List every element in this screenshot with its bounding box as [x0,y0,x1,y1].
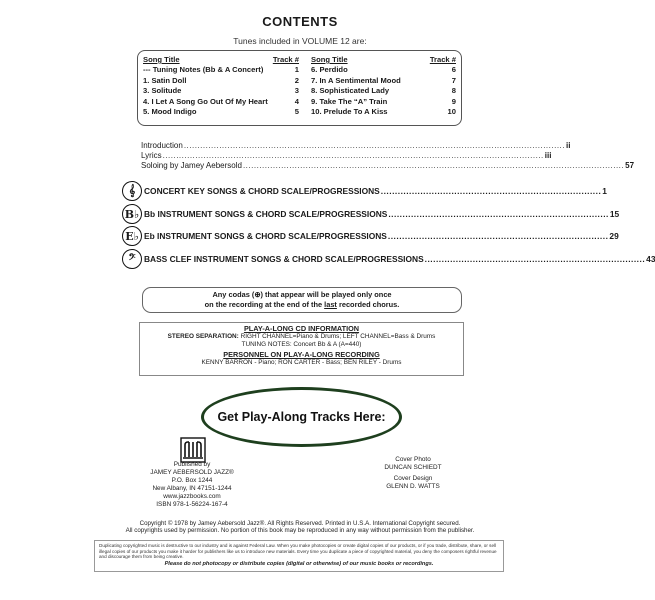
track-header: Track # [429,55,456,64]
tune-row [311,86,456,96]
tune-title: 6. Perdido [311,65,348,75]
tune-track: 10 [447,107,456,117]
tune-track: 8 [451,86,456,96]
tunes-header [143,55,299,65]
front-matter-toc [141,141,635,170]
section-label: Bb INSTRUMENT SONGS & CHORD SCALE/PROGRESSIONS [144,209,388,219]
toc-section-concert[interactable]: 𝄞 CONCERT KEY SONGS & CHORD SCALE/PROGRESSIONS .............................................................................. 1 [122,180,463,202]
tune-row [143,86,299,96]
coda-note-box [142,287,462,313]
toc-label: Lyrics [141,150,162,160]
tune-track: 3 [294,86,299,96]
toc-page: ii [565,141,571,150]
toc-entry-introduction[interactable]: Introduction ............................................................................................................................................ ii [141,141,571,150]
tune-title: 4. I Let A Song Go Out Of My Heart [143,96,268,106]
cover-credits [366,456,460,490]
section-label: Eb INSTRUMENT SONGS & CHORD SCALE/PROGRESSIONS [144,231,387,241]
publisher-line: Published by [173,461,211,468]
tune-track: 1 [294,65,299,75]
bass-clef-icon: 𝄢 [122,249,142,269]
toc-section-bass[interactable]: 𝄢 BASS CLEF INSTRUMENT SONGS & CHORD SCALE/PROGRESSIONS .............................................................................. 43 [122,248,463,270]
section-label: BASS CLEF INSTRUMENT SONGS & CHORD SCALE/PROGRESSIONS [144,254,424,264]
notice-warning: Please do not photocopy or distribute copies (digital or otherwise) of our music books or recordings. [164,560,434,567]
toc-label: Soloing by Jamey Aebersold [141,160,242,170]
cd-info-box [139,322,464,376]
page-title: CONTENTS [262,14,338,29]
toc-label: Introduction [141,141,183,150]
b-flat-icon: B♭ [122,204,142,224]
toc-section-eb[interactable]: E♭ Eb INSTRUMENT SONGS & CHORD SCALE/PROGRESSIONS .............................................................................. 29 [122,225,463,247]
section-label: CONCERT KEY SONGS & CHORD SCALE/PROGRESSIONS [144,186,380,196]
toc-page: iii [544,150,552,160]
tunes-list-box [137,50,462,126]
tune-row [311,65,456,75]
toc-entry-soloing[interactable]: Soloing by Jamey Aebersold ............................................................................................................................................ 57 [141,160,635,170]
publisher-line: New Albany, IN 47151-1244 [152,485,232,492]
tune-row [311,97,456,107]
tune-row [143,107,299,117]
tuning-notes: TUNING NOTES: Concert Bb & A (A=440) [241,341,362,348]
tune-title: 9. Take The “A” Train [311,96,388,106]
play-along-tracks-text: Get Play-Along Tracks Here: [217,410,386,424]
tune-row [143,65,299,75]
tunes-header [311,55,456,65]
track-header: Track # [272,55,299,64]
cover-photo-label: Cover Photo [395,456,431,463]
section-page: 29 [609,231,619,241]
tune-title: 1. Satin Doll [143,75,187,85]
personnel-heading: PERSONNEL ON PLAY-A-LONG RECORDING [223,350,380,359]
tune-title: 10. Prelude To A Kiss [311,107,388,117]
tune-title: 3. Solitude [143,86,182,96]
page-subtitle: Tunes included in VOLUME 12 are: [233,36,367,46]
e-flat-icon: E♭ [122,226,142,246]
tune-title: 7. In A Sentimental Mood [311,75,401,85]
stereo-separation: STEREO SEPARATION: RIGHT CHANNEL=Piano & Drums; LEFT CHANNEL=Bass & Drums [167,333,436,340]
treble-clef-icon: 𝄞 [122,181,142,201]
cover-design-label: Cover Design [393,475,433,483]
section-page: 1 [602,186,607,196]
anti-piracy-notice [94,540,504,572]
song-title-header: Song Title [311,55,348,64]
publisher-info [140,461,244,509]
tune-track: 6 [451,65,456,75]
cover-photo-name: DUNCAN SCHIEDT [384,463,442,471]
song-title-header: Song Title [143,55,180,64]
tune-track: 5 [294,107,299,117]
jamey-aebersold-logo-icon [180,437,206,463]
publisher-line: JAMEY AEBERSOLD JAZZ® [150,469,234,476]
cover-design-name: GLENN D. WATTS [386,482,440,490]
tune-row [143,76,299,86]
personnel-list: KENNY BARRON - Piano; RON CARTER - Bass; BEN RILEY - Drums [201,359,402,366]
tune-title: 8. Sophisticated Lady [311,86,390,96]
coda-note-line1: Any codas (⊕) that appear will be played only once [212,290,392,299]
tune-track: 7 [451,75,456,85]
section-page: 15 [609,209,620,219]
tune-track: 2 [294,75,299,85]
copyright-notice: Copyright © 1978 by Jamey Aebersold Jazz®. All Rights Reserved. Printed in U.S.A. International Copyright secured. All copyrights used by permission. No portion of this book may be reproduced in any way without permission from the publisher. [125,520,475,535]
publisher-line: P.O. Box 1244 [171,477,213,484]
toc-entry-lyrics[interactable]: Lyrics ............................................................................................................................................ iii [141,150,552,160]
publisher-isbn: ISBN 978-1-56224-167-4 [156,501,228,508]
notice-text: Duplicating copyrighted music is destructive to our industry and is against Federal Law. When you make photocopies or create digital copies of our products, or if you trade, distribute, share, or sell illegal copies of our products you make it harder for publishers like us to introduce new materials. Every time you duplicate a piece of copyrighted material, you deny the composers rightful revenue and discourage them from being creative. [99,543,497,560]
play-along-tracks-oval[interactable] [201,387,402,447]
tune-title: 5. Mood Indigo [143,107,197,117]
cd-info-heading: PLAY-A-LONG CD INFORMATION [243,324,360,333]
coda-note-line2: on the recording at the end of the last recorded chorus. [204,300,400,309]
publisher-website[interactable]: www.jazzbooks.com [163,493,221,500]
toc-page: 57 [625,160,635,170]
tune-title: --- Tuning Notes (Bb & A Concert) [143,65,264,75]
tune-row [311,107,456,117]
tune-track: 9 [451,96,456,106]
coda-emphasis: last [324,300,337,309]
tune-track: 4 [294,96,299,106]
tune-row [143,97,299,107]
toc-section-bb[interactable]: B♭ Bb INSTRUMENT SONGS & CHORD SCALE/PROGRESSIONS .............................................................................. 15 [122,203,463,225]
tune-row [311,76,456,86]
section-page: 43 [646,254,655,264]
tunes-column-right [311,55,456,117]
tunes-column-left [143,55,299,117]
